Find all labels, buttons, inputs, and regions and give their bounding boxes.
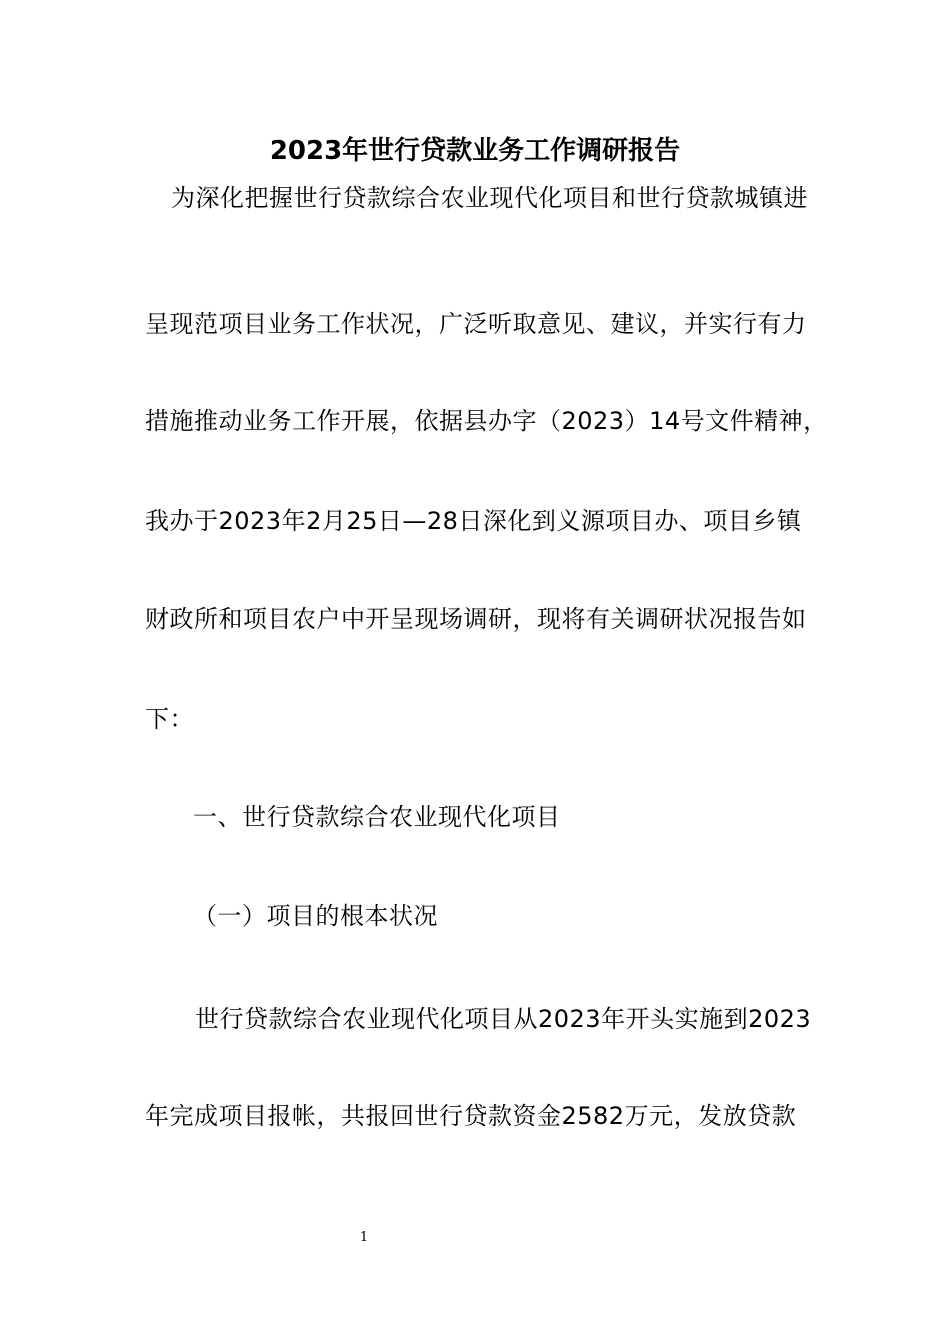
body-line-2: 呈现范项目业务工作状况，广泛听取意见、建议，并实行有力: [145, 310, 807, 338]
body-line-1: 为深化把握世行贷款综合农业现代化项目和世行贷款城镇进: [171, 184, 808, 212]
section-heading-1: 一、世行贷款综合农业现代化项目: [193, 803, 561, 831]
body-line-3: 措施推动业务工作开展，依据县办字（2023）14号文件精神，: [145, 407, 828, 435]
body-line-7: 世行贷款综合农业现代化项目从2023年开头实施到2023: [195, 1005, 812, 1033]
body-line-6: 下：: [145, 705, 194, 733]
page-number: 1: [359, 1230, 369, 1245]
body-line-4: 我办于2023年2月25日—28日深化到义源项目办、项目乡镇: [145, 507, 802, 535]
subsection-heading-1: （一）项目的根本状况: [193, 902, 438, 930]
body-line-5: 财政所和项目农户中开呈现场调研，现将有关调研状况报告如: [145, 605, 807, 633]
document-title: 2023年世行贷款业务工作调研报告: [269, 136, 681, 166]
body-line-8: 年完成项目报帐，共报回世行贷款资金2582万元，发放贷款: [145, 1102, 797, 1130]
